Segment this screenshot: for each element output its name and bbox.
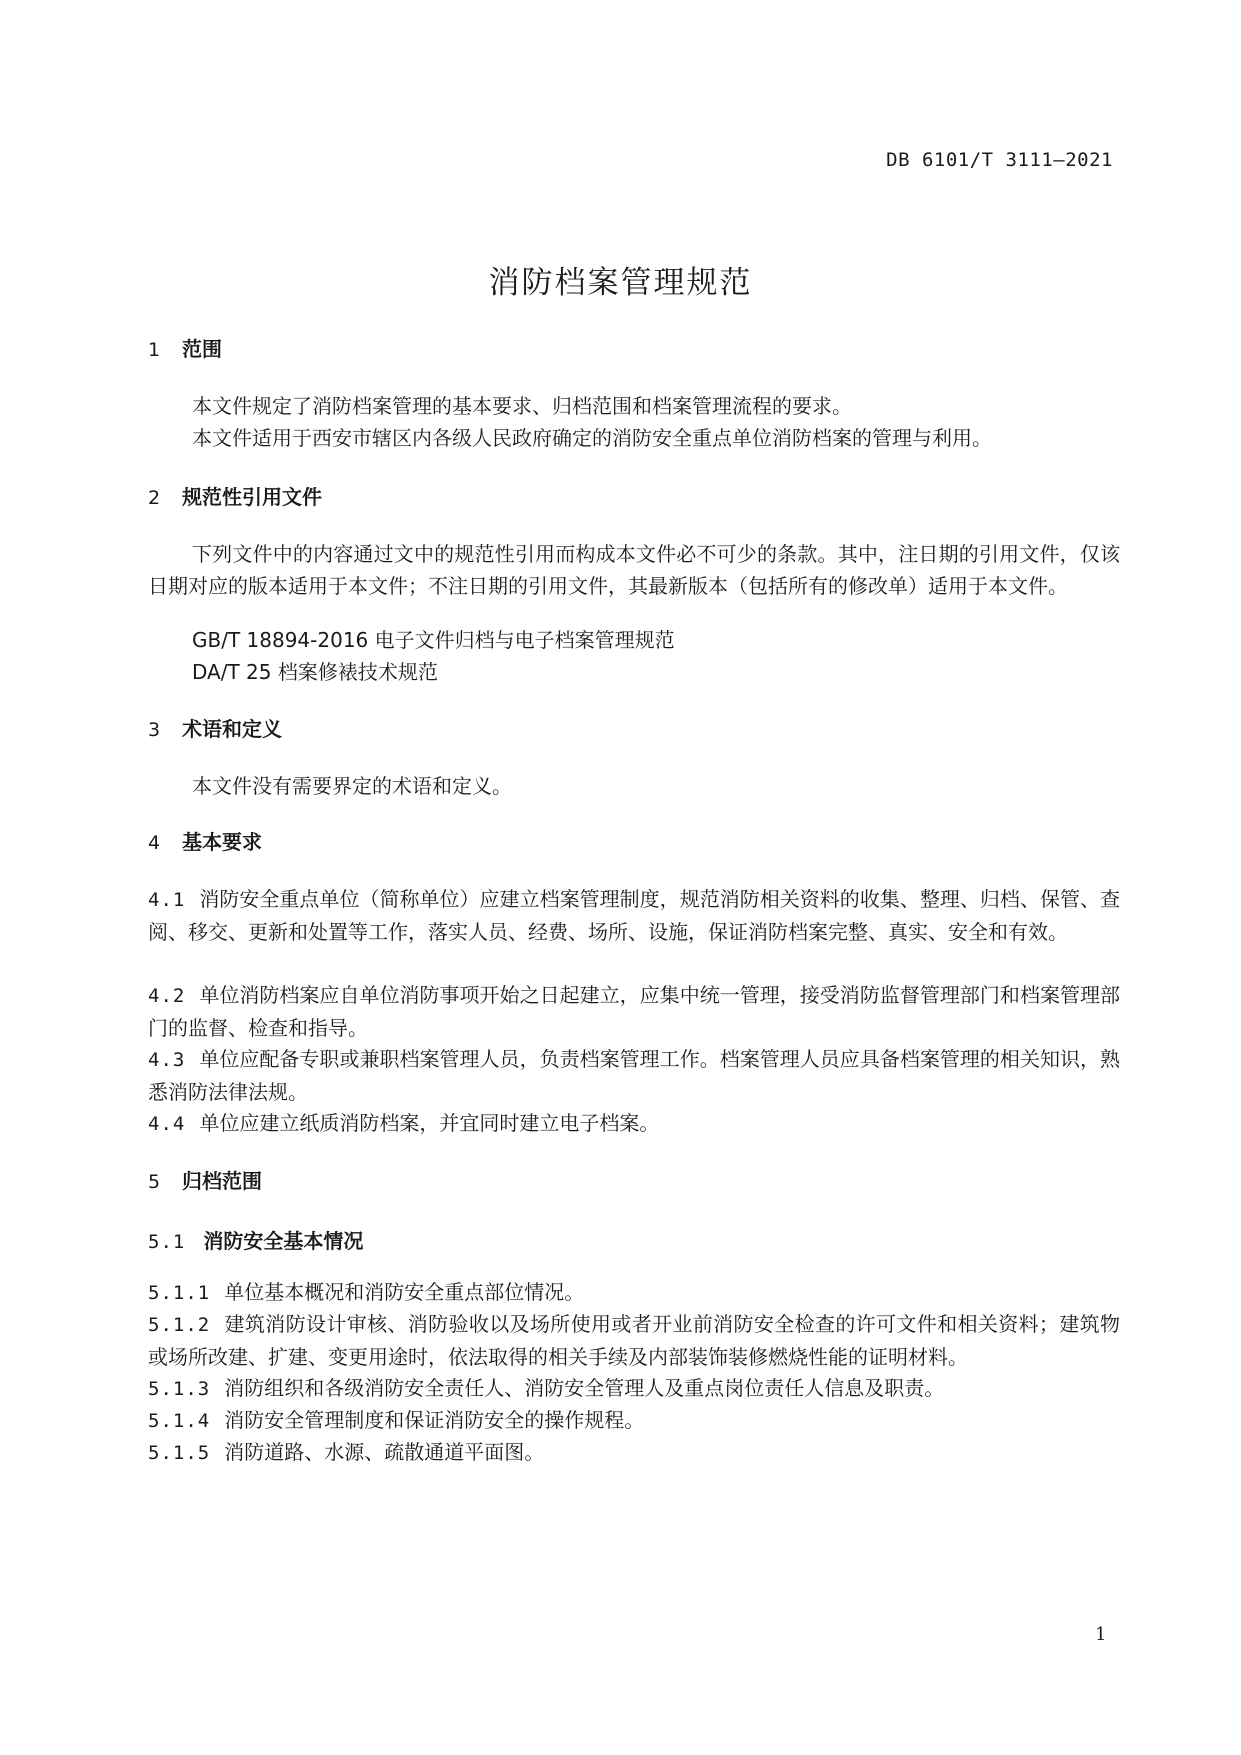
section-title: 范围 <box>182 337 222 361</box>
clause-number: 4.2 <box>148 985 186 1007</box>
section-5-heading <box>148 1165 262 1194</box>
clause <box>148 979 1120 1044</box>
clause-number: 4.1 <box>148 889 186 911</box>
subsection-title: 消防安全基本情况 <box>203 1229 364 1253</box>
clause <box>148 1308 1120 1373</box>
clause <box>148 1436 1120 1469</box>
section-number: 2 <box>148 487 161 509</box>
clause-number: 5.1.3 <box>148 1378 211 1400</box>
paragraph: 本文件适用于西安市辖区内各级人民政府确定的消防安全重点单位消防档案的管理与利用。 <box>192 426 992 450</box>
clause-text: 单位消防档案应自单位消防事项开始之日起建立，应集中统一管理，接受消防监督管理部门和档案管理部门的监督、检查和指导。 <box>148 983 1120 1040</box>
clause-text: 单位应配备专职或兼职档案管理人员，负责档案管理工作。档案管理人员应具备档案管理的相关知识，熟悉消防法律法规。 <box>148 1047 1120 1104</box>
clause-number: 4.3 <box>148 1049 186 1071</box>
clause <box>148 1404 1120 1437</box>
subsection-number: 5.1 <box>148 1231 186 1253</box>
section-3-heading <box>148 713 282 742</box>
clause-text: 消防安全管理制度和保证消防安全的操作规程。 <box>224 1408 645 1432</box>
section-2-heading <box>148 481 322 510</box>
section-title: 术语和定义 <box>182 717 282 741</box>
clause <box>148 1107 1120 1140</box>
paragraph: 下列文件中的内容通过文中的规范性引用而构成本文件必不可少的条款。其中，注日期的引用文件，仅该日期对应的版本适用于本文件；不注日期的引用文件，其最新版本（包括所有的修改单）适用于本文件。 <box>148 542 1120 598</box>
normative-reference: DA/T 25 档案修裱技术规范 <box>192 660 438 684</box>
section-4-heading <box>148 826 262 855</box>
clause <box>148 883 1120 948</box>
subsection-5-1-heading <box>148 1225 363 1254</box>
clause-number: 5.1.4 <box>148 1410 211 1432</box>
paragraph: 本文件没有需要界定的术语和定义。 <box>192 774 512 798</box>
clause-number: 4.4 <box>148 1113 186 1135</box>
clause-text: 消防道路、水源、疏散通道平面图。 <box>224 1440 545 1464</box>
section-1-heading <box>148 333 222 362</box>
section-title: 基本要求 <box>182 830 262 854</box>
clause-text: 建筑消防设计审核、消防验收以及场所使用或者开业前消防安全检查的许可文件和相关资料；建筑物或场所改建、扩建、变更用途时，依法取得的相关手续及内部装饰装修燃烧性能的证明材料。 <box>148 1312 1120 1369</box>
normative-reference: GB/T 18894-2016 电子文件归档与电子档案管理规范 <box>192 628 675 652</box>
clause-text: 消防安全重点单位（简称单位）应建立档案管理制度，规范消防相关资料的收集、整理、归档、保管、查阅、移交、更新和处置等工作，落实人员、经费、场所、设施，保证消防档案完整、真实、安全和有效。 <box>148 887 1120 944</box>
clause-number: 5.1.2 <box>148 1314 211 1336</box>
paragraph: 本文件规定了消防档案管理的基本要求、归档范围和档案管理流程的要求。 <box>192 394 852 418</box>
page-number: 1 <box>1095 1624 1107 1645</box>
section-title: 规范性引用文件 <box>182 485 322 509</box>
section-number: 3 <box>148 719 161 741</box>
section-title: 归档范围 <box>182 1169 262 1193</box>
clause <box>148 1372 1120 1405</box>
clause <box>148 1276 1120 1309</box>
clause-text: 单位应建立纸质消防档案，并宜同时建立电子档案。 <box>199 1111 660 1135</box>
document-code: DB 6101/T 3111—2021 <box>886 149 1113 171</box>
section-number: 4 <box>148 832 161 854</box>
clause-text: 单位基本概况和消防安全重点部位情况。 <box>224 1280 585 1304</box>
section-number: 5 <box>148 1171 161 1193</box>
clause-number: 5.1.5 <box>148 1442 211 1464</box>
clause-number: 5.1.1 <box>148 1282 211 1304</box>
section-number: 1 <box>148 339 161 361</box>
clause <box>148 1043 1120 1108</box>
clause-text: 消防组织和各级消防安全责任人、消防安全管理人及重点岗位责任人信息及职责。 <box>224 1376 945 1400</box>
document-title: 消防档案管理规范 <box>488 265 753 301</box>
